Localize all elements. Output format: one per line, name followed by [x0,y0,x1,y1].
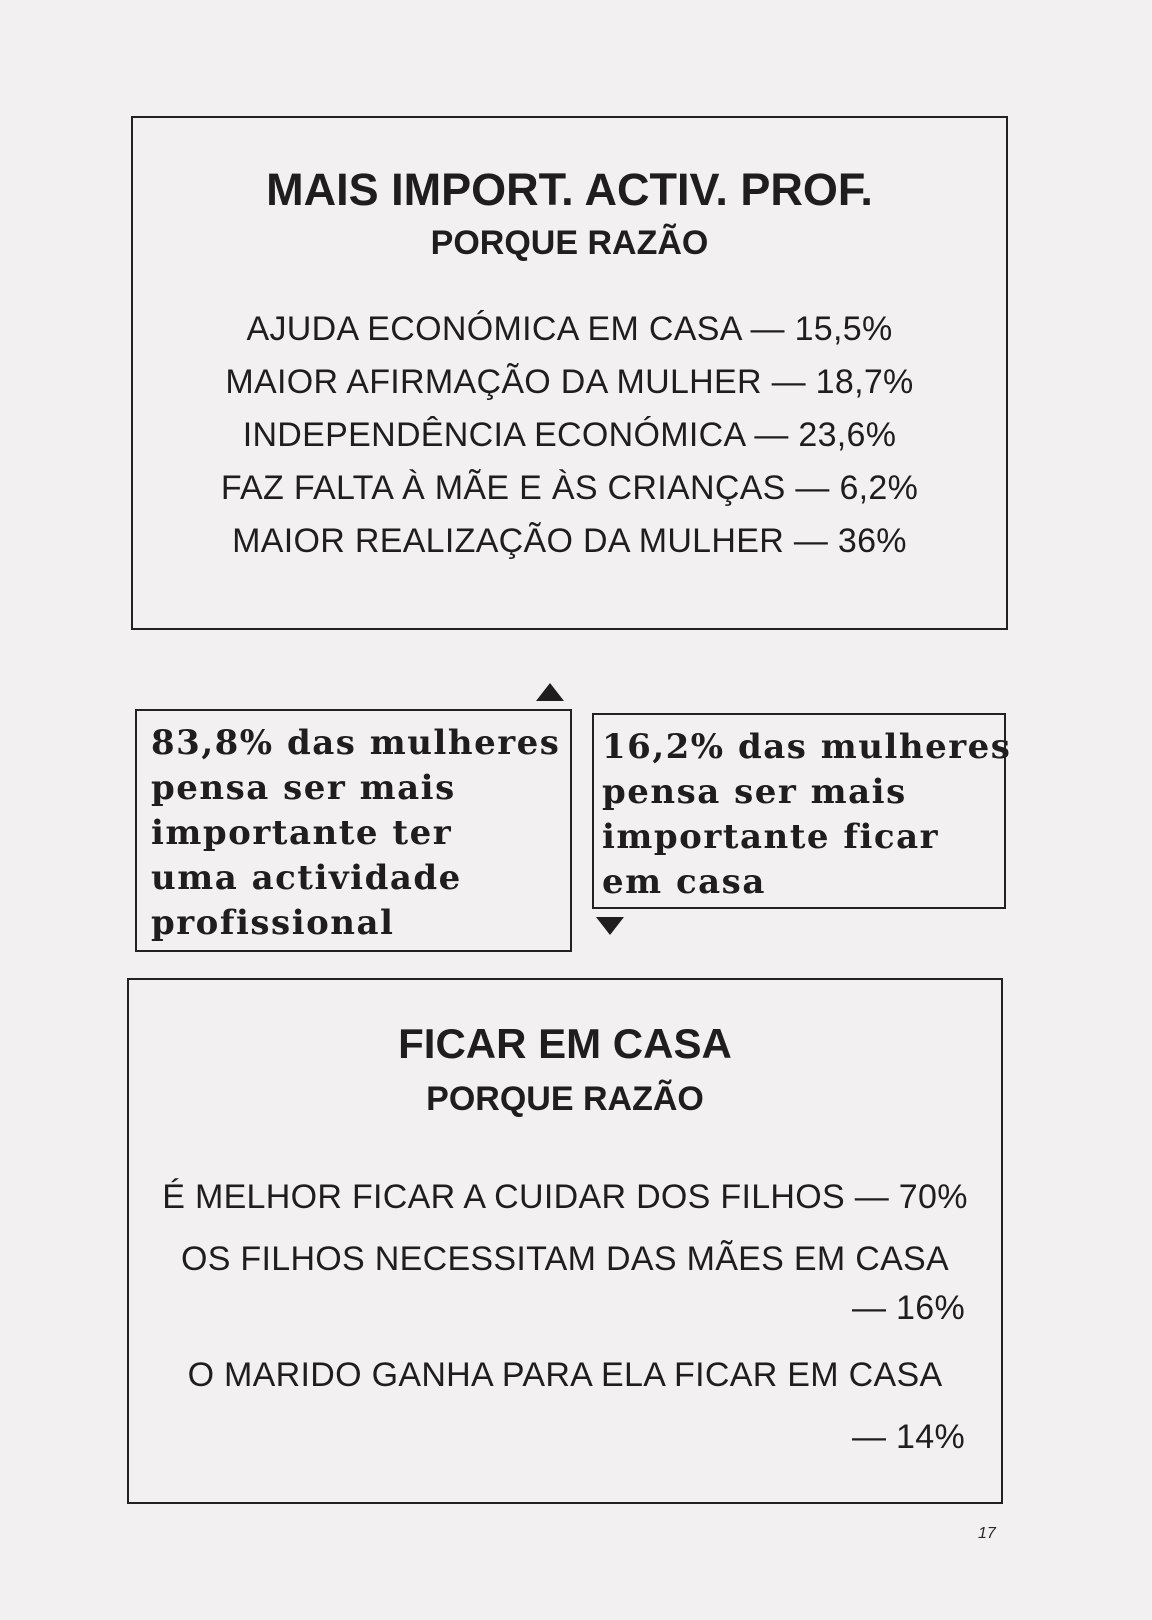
reason-line: AJUDA ECONÓMICA EM CASA — 15,5% [246,310,893,348]
reason-percentage: — 16% [852,1289,965,1327]
reason-line: OS FILHOS NECESSITAM DAS MÃES EM CASA [180,1240,950,1278]
top-box-title: MAIS IMPORT. ACTIV. PROF. [266,164,873,215]
activity-text-line: 83,8% das mulheres [151,723,561,763]
activity-text-line: profissional [151,903,395,943]
activity-text-line: pensa ser mais [151,768,456,808]
home-percentage-box [592,713,1012,909]
reason-line: INDEPENDÊNCIA ECONÓMICA — 23,6% [242,416,897,454]
activity-percentage-box [135,709,572,952]
home-text-line: pensa ser mais [602,772,907,812]
reason-line: O MARIDO GANHA PARA ELA FICAR EM CASA [187,1356,943,1394]
reason-percentage: — 14% [852,1418,965,1456]
bottom-box-title: FICAR EM CASA [398,1020,732,1067]
page-number: 17 [978,1525,996,1542]
bottom-box-subtitle: PORQUE RAZÃO [426,1080,704,1118]
home-text-line: importante ficar [602,817,940,857]
reasons-home-box [127,978,1003,1504]
reason-line: É MELHOR FICAR A CUIDAR DOS FILHOS — 70% [162,1178,968,1216]
triangle-up-icon [536,683,564,701]
reason-line: MAIOR AFIRMAÇÃO DA MULHER — 18,7% [225,363,914,401]
home-text-line: 16,2% das mulheres [602,727,1012,767]
activity-text-line: importante ter [151,813,453,853]
activity-text-line: uma actividade [151,858,462,898]
reasons-activity-box [131,116,1008,630]
triangle-down-icon [596,917,624,935]
reason-line: FAZ FALTA À MÃE E ÀS CRIANÇAS — 6,2% [220,469,919,507]
top-box-subtitle: PORQUE RAZÃO [430,224,709,262]
home-text-line: em casa [602,862,766,902]
reason-line: MAIOR REALIZAÇÃO DA MULHER — 36% [232,522,907,560]
